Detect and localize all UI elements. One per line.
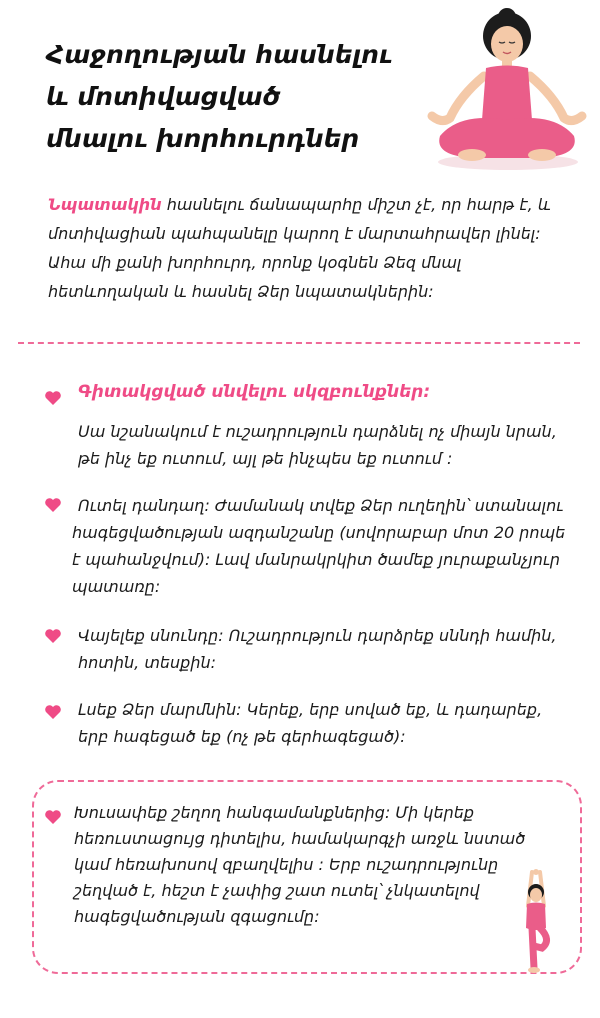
intro-highlight: Նպատակին: [48, 195, 162, 214]
section-subtext: Սա նշանակում է ուշադրություն դարձնել ոչ միայն նրան, թե ինչ եք ուտում, այլ թե ինչպես եք ուտում :: [78, 422, 557, 468]
dashed-divider: [18, 342, 580, 344]
heart-icon: [44, 704, 62, 720]
intro-paragraph: [48, 190, 568, 306]
heart-icon: [44, 497, 62, 513]
heart-icon: [44, 628, 62, 644]
tip-item: Լսեք Ձեր մարմնին: Կերեք, երբ սոված եք, և դադարեք, երբ հագեցած եք (ոչ թե գերհագեցած):: [78, 700, 543, 746]
meditating-woman-illustration: [420, 8, 590, 173]
title-line-3: մնալու խորհուրդներ: [46, 124, 360, 153]
tree-pose-woman-illustration: [512, 868, 560, 974]
intro-text: հասնելու ճանապարհը միշտ չէ, որ հարթ է, և մոտիվացիան պահպանելը կարող է մարտահրավեր լինել: Ահա մի քանի խորհուրդ, որոնք կօգնեն Ձեզ մնալ հետևողական և հասնել Ձեր նպատակներին:: [48, 195, 551, 301]
tip-item: Խուսափեք շեղող հանգամանքներից: Մի կերեք հեռուստացույց դիտելիս, համակարգչի առջև նստած կամ հեռախոսով զբաղվելիս : Երբ ուշադրությունը շեղված է, հեշտ է չափից շատ ուտել՝ չնկատելով հագեցվածության զգացումը:: [74, 803, 526, 926]
title-line-1: Հաջողության հասնելու: [46, 40, 393, 69]
heart-icon: [44, 390, 62, 406]
page-title: [46, 34, 446, 160]
section-heading: Գիտակցված սնվելու սկզբունքներ:: [78, 382, 431, 402]
title-line-2: և մոտիվացված: [46, 82, 281, 111]
heart-icon: [44, 809, 62, 825]
tip-item: Ուտել դանդաղ: Ժամանակ տվեք Ձեր ուղեղին՝ ստանալու հագեցվածության ազդանշանը (սովորաբար մոտ 20 րոպե է պահանջվում): Լավ մանրակրկիտ ծամեք յուրաքանչյուր պատառը:: [72, 496, 566, 596]
tip-item: Վայելեք սնունդը: Ուշադրություն դարձրեք սննդի համին, հոտին, տեսքին:: [78, 626, 557, 672]
